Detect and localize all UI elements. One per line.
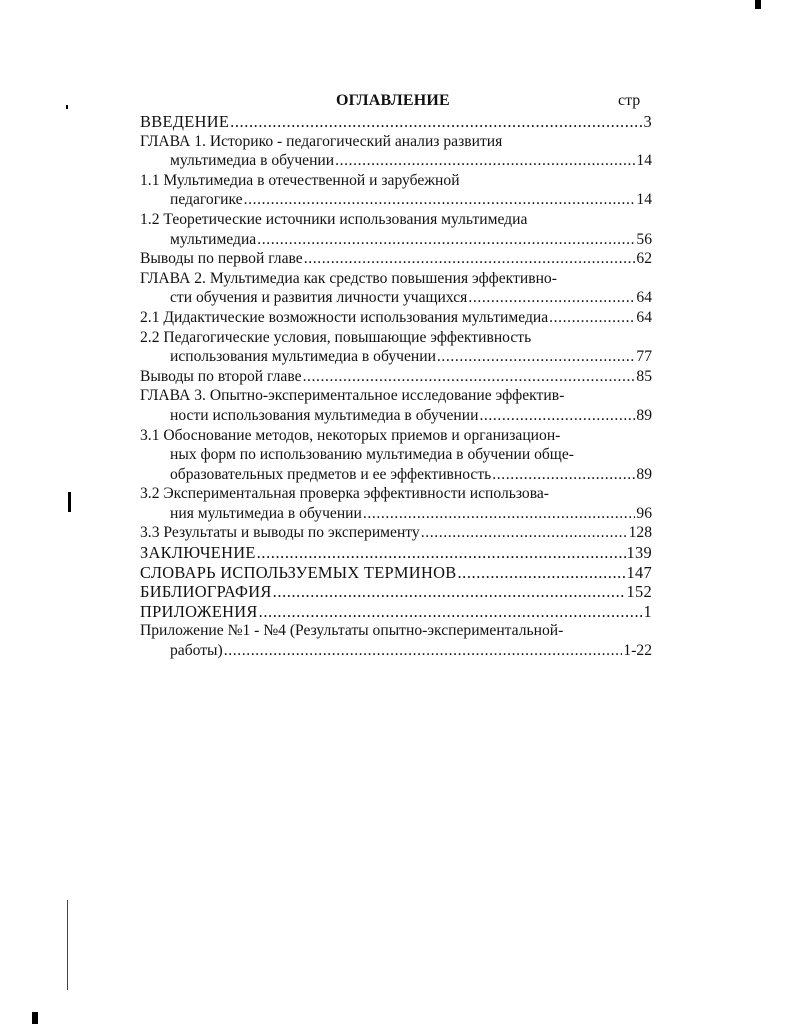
toc-entry-text: ГЛАВА 3. Опытно-экспериментальное исследование эффектив- [140, 387, 565, 405]
toc-entry [140, 543, 652, 563]
toc-entry-page: 77 [636, 348, 652, 366]
toc-entry-text: ных форм по использованию мультимедиа в обучении обще- [170, 446, 574, 464]
toc-entry-text: ности использования мультимедиа в обучении [170, 406, 479, 424]
toc-entry-last-line [140, 523, 652, 543]
toc-entry [140, 367, 652, 387]
toc-entry-text: Выводы по второй главе [140, 367, 302, 385]
toc-entry-text: ЗАКЛЮЧЕНИЕ [140, 543, 256, 563]
dot-leader [273, 582, 626, 602]
toc-entry [140, 563, 652, 583]
toc-entry-last-line [140, 112, 652, 132]
toc-entry-text: Приложение №1 - №4 (Результаты опытно-экспериментальной- [140, 622, 564, 640]
toc-entry-text: педагогике [170, 191, 243, 209]
scan-mark-left-dot [66, 105, 68, 109]
toc-entry-page: 64 [636, 308, 652, 326]
dot-leader [230, 112, 642, 132]
toc-entry-page: 1 [643, 601, 652, 621]
dot-leader [244, 190, 636, 210]
toc-entry-last-line [140, 504, 652, 524]
toc-entry-text: мультимедиа [170, 230, 257, 248]
toc-entry-text: 1.1 Мультимедиа в отечественной и зарубежной [140, 171, 460, 189]
toc-entry-page: 62 [636, 250, 652, 268]
toc-entry [140, 602, 652, 622]
scan-line-bottom-left [67, 900, 68, 990]
dot-leader [335, 151, 635, 171]
toc-entry-last-line [140, 367, 652, 387]
toc-entry-text: образовательных предметов и ее эффективность [170, 465, 492, 483]
toc-entry-text: использования мультимедиа в обучении [170, 348, 436, 366]
dot-leader [549, 308, 635, 328]
toc-entry-text: 3.3 Результаты и выводы по эксперименту [140, 524, 420, 542]
toc-entry-page: 96 [636, 504, 652, 522]
toc-entry [140, 210, 652, 249]
dot-leader [437, 347, 635, 367]
toc-entry-page: 14 [636, 152, 652, 170]
toc-entry-page: 1-22 [623, 642, 652, 660]
dot-leader [479, 406, 635, 426]
toc-entry-page: 89 [636, 465, 652, 483]
toc-entry-page: 64 [636, 289, 652, 307]
dot-leader [224, 641, 623, 661]
toc-entry-last-line [140, 465, 652, 485]
toc-entry-last-line [140, 288, 652, 308]
dot-leader [457, 563, 625, 583]
toc-entry-page: 85 [636, 367, 652, 385]
toc-entry-last-line [140, 563, 652, 583]
toc-entry [140, 171, 652, 210]
toc-entry-page: 56 [636, 230, 652, 248]
toc-entry-page: 14 [636, 191, 652, 209]
toc-entry-text: СЛОВАРЬ ИСПОЛЬЗУЕМЫХ ТЕРМИНОВ [140, 562, 457, 582]
toc-entry-text: 2.1 Дидактические возможности использования мультимедиа [140, 308, 549, 326]
toc-entry-last-line [140, 641, 652, 661]
toc-entry-text: 2.2 Педагогические условия, повышающие эффективность [140, 328, 532, 346]
toc-entry-page: 139 [626, 543, 652, 563]
toc-entry [140, 269, 652, 308]
toc-entry [140, 484, 652, 523]
table-of-contents [140, 112, 652, 661]
toc-entry-last-line [140, 249, 652, 269]
toc-entry-text: 3.2 Экспериментальная проверка эффективности использова- [140, 485, 549, 503]
toc-entry-text: работы) [170, 642, 223, 660]
toc-entry-last-line [140, 582, 652, 602]
dot-leader [468, 288, 635, 308]
toc-entry [140, 582, 652, 602]
toc-entry-text: Выводы по первой главе [140, 250, 303, 268]
dot-leader [259, 602, 643, 622]
toc-entry-last-line [140, 543, 652, 563]
dot-leader [257, 543, 626, 563]
toc-entry-text: 1.2 Теоретические источники использования мультимедиа [140, 210, 528, 228]
toc-entry-page: 128 [628, 524, 652, 542]
toc-entry-text: ния мультимедиа в обучении [170, 504, 362, 522]
toc-entry-text: ГЛАВА 2. Мультимедиа как средство повышения эффективно- [140, 269, 557, 287]
toc-entry [140, 523, 652, 543]
toc-entry-page: 147 [626, 562, 652, 582]
toc-entry [140, 386, 652, 425]
toc-entry-last-line [140, 602, 652, 622]
toc-entry-page: 3 [643, 112, 652, 131]
toc-entry-last-line [140, 190, 652, 210]
toc-entry-page: 89 [636, 406, 652, 424]
toc-entry-last-line [140, 230, 652, 250]
toc-entry-text: ПРИЛОЖЕНИЯ [140, 601, 258, 621]
dot-leader [421, 523, 628, 543]
dot-leader [304, 249, 636, 269]
toc-entry-last-line [140, 347, 652, 367]
toc-entry [140, 621, 652, 660]
toc-entry-text: ГЛАВА 1. Историко - педагогический анализ развития [140, 132, 503, 150]
toc-entry-text: сти обучения и развития личности учащихся [170, 289, 468, 307]
dot-leader [303, 367, 636, 387]
toc-entry-last-line [140, 406, 652, 426]
page-column-label: стр [618, 92, 641, 109]
dot-leader [492, 465, 635, 485]
scan-mark-left [68, 492, 71, 512]
toc-entry-page: 152 [626, 582, 652, 602]
toc-entry-text: мультимедиа в обучении [170, 152, 335, 170]
toc-entry [140, 132, 652, 171]
toc-entry-text: 3.1 Обоснование методов, некоторых приемов и организацион- [140, 426, 561, 444]
toc-entry [140, 249, 652, 269]
toc-entry-text: ВВЕДЕНИЕ [140, 112, 230, 131]
toc-entry-last-line [140, 308, 652, 328]
toc-entry [140, 112, 652, 132]
page-title: ОГЛАВЛЕНИЕ [336, 92, 450, 109]
toc-entry-text: БИБЛИОГРАФИЯ [140, 582, 272, 602]
toc-entry [140, 308, 652, 328]
scan-mark-bottom-left [32, 1012, 38, 1024]
scan-mark-top-right [755, 0, 761, 9]
dot-leader [363, 504, 636, 524]
toc-entry [140, 328, 652, 367]
toc-entry-last-line [140, 151, 652, 171]
toc-entry [140, 426, 652, 485]
dot-leader [257, 230, 635, 250]
